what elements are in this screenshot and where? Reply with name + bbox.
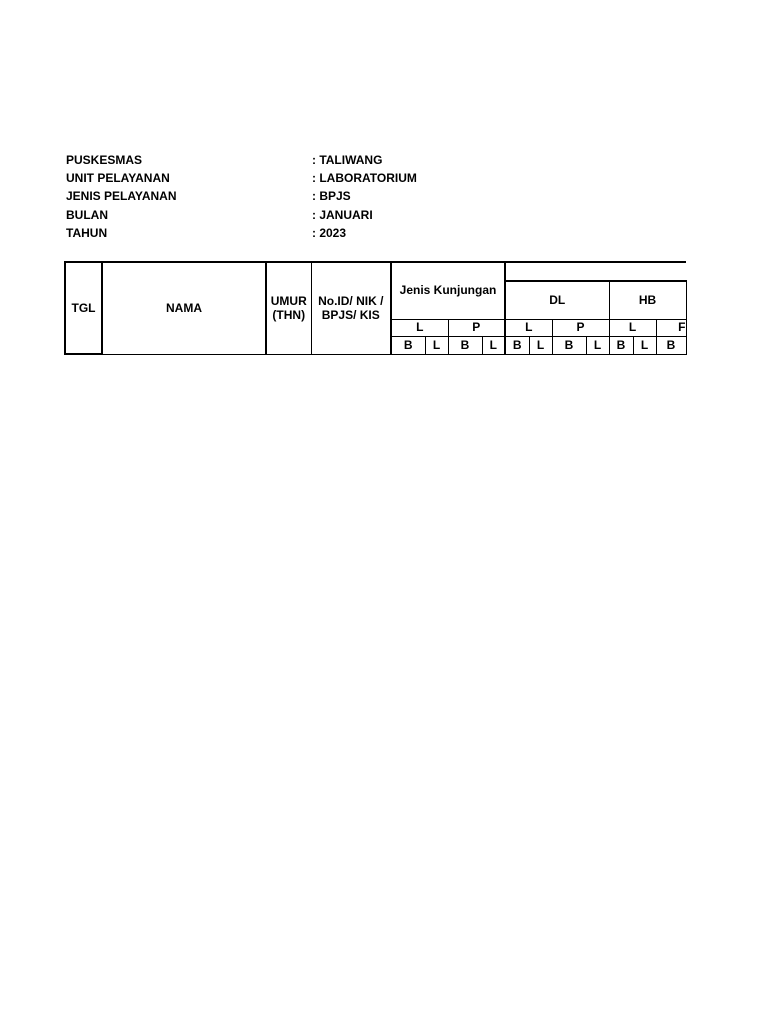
header-label: JENIS PELAYANAN — [66, 189, 177, 204]
sub-header-l-small: L — [586, 337, 609, 354]
sub-header-l-small: L — [425, 337, 448, 354]
sub-header-b: B — [448, 337, 482, 354]
sub-header-b: B — [609, 337, 633, 354]
header-value: : BPJS — [312, 189, 351, 204]
header-value: : JANUARI — [312, 207, 373, 222]
sub-header-l-small: L — [633, 337, 656, 354]
header-value: : 2023 — [312, 225, 347, 240]
sub-header-b: B — [552, 337, 586, 354]
sub-header-p: P — [552, 319, 609, 336]
sub-header-p-partial: F — [656, 319, 686, 336]
sub-header-l: L — [391, 319, 448, 336]
header-value: : LABORATORIUM — [312, 171, 417, 186]
header-label: BULAN — [66, 207, 108, 222]
col-header-dl: DL — [505, 281, 609, 320]
sub-header-l-small: L — [482, 337, 505, 354]
col-header-id: No.ID/ NIK / BPJS/ KIS — [311, 262, 391, 354]
col-header-nama: NAMA — [102, 262, 266, 354]
sub-header-l: L — [609, 319, 656, 336]
sub-header-p: P — [448, 319, 505, 336]
sub-header-b: B — [391, 337, 425, 354]
header-value: : TALIWANG — [312, 153, 383, 167]
header-label: UNIT PELAYANAN — [66, 171, 170, 186]
col-header-tgl: TGL — [65, 262, 102, 354]
sub-header-l-small: L — [529, 337, 552, 354]
header-label: TAHUN — [66, 225, 108, 240]
header-top-bar — [505, 262, 686, 281]
col-header-jenis-kunjungan: Jenis Kunjungan — [391, 262, 505, 319]
col-header-umur: UMUR (THN) — [266, 262, 311, 354]
sub-header-b: B — [505, 337, 529, 354]
sub-header-b: B — [656, 337, 686, 354]
header-label: PUSKESMAS — [66, 153, 143, 167]
register-table-wrap — [64, 261, 687, 355]
sub-header-l: L — [505, 319, 552, 336]
col-header-hb: HB — [609, 281, 686, 320]
register-table — [64, 261, 687, 355]
